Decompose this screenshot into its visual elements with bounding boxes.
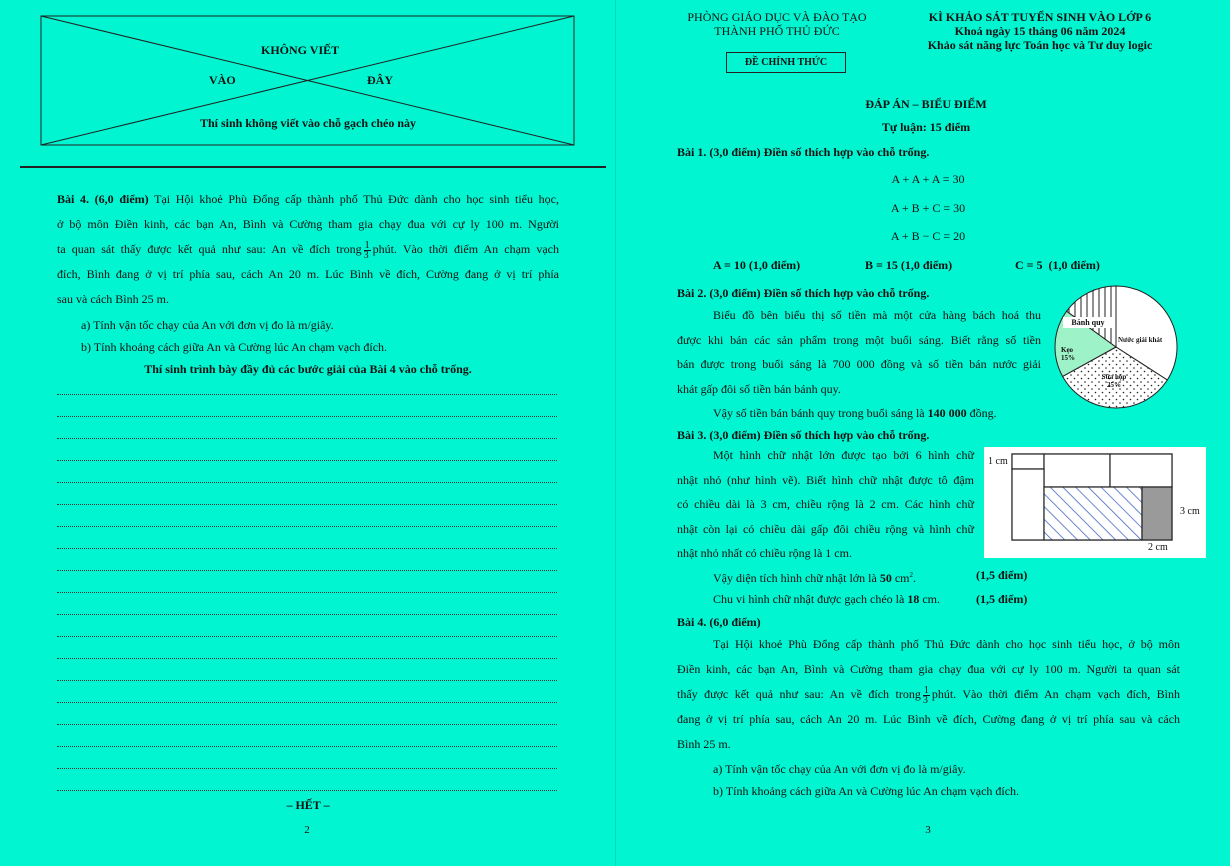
- fig-label-3cm: 3 cm: [1180, 506, 1200, 517]
- b1-eq3: A + B − C = 20: [890, 229, 966, 243]
- essay-label: Tự luận: 15 điểm: [881, 120, 971, 134]
- answer-line[interactable]: [57, 702, 557, 703]
- b1-eq2: A + B + C = 30: [890, 201, 966, 215]
- answer-line[interactable]: [57, 614, 557, 615]
- answer-line[interactable]: [57, 460, 557, 461]
- b3-perimeter-points: (1,5 điểm): [976, 592, 1028, 606]
- pie-label-keo: Kẹo 15%: [1061, 346, 1075, 362]
- answer-line[interactable]: [57, 438, 557, 439]
- answer-title: ĐÁP ÁN – BIỂU ĐIỂM: [865, 97, 987, 111]
- b3-area-points: (1,5 điểm): [976, 568, 1028, 582]
- q4-part-b: b) Tính khoảng cách giữa An và Cường lúc An chạm vạch đích.: [81, 340, 388, 354]
- right-page: [616, 0, 1230, 866]
- box-word-right: ĐÂY: [367, 73, 393, 87]
- b4-text: Tại Hội khoẻ Phù Đổng cấp thành phố Thủ Đức dành cho học sinh tiểu học, ở bộ môn Điền kinh, các bạn An, Bình và Cường tham gia chạy đua với cự ly 100 m. Người ta quan sát thấy được kết quả như sau: An về đích trong $\frac{1}{3}$ phút. Vào thời điểm An chạm vạch đích, Bình đang ở vị trí phía sau, cách An 20 m. Lúc Bình về đích, Cường đang ở vị trí phía sau và cách Bình 25 m.: [677, 637, 1180, 751]
- answer-line[interactable]: [57, 746, 557, 747]
- pie-label-banh-quy: Bánh quy: [1063, 317, 1113, 328]
- b2-title: Bài 2. (3,0 điểm) Điền số thích hợp vào chỗ trống.: [677, 286, 930, 300]
- q4-line1: Tại Hội khoẻ Phù Đổng cấp thành phố Thủ Đức dành cho học sinh tiểu học,: [154, 192, 559, 206]
- answer-line[interactable]: [57, 570, 557, 571]
- q4-instruction: Thí sinh trình bày đầy đủ các bước giải của Bài 4 vào chỗ trống.: [144, 362, 472, 376]
- fraction-one-third: $\frac{1}{3}$: [363, 239, 370, 261]
- q4-part-a: a) Tính vận tốc chạy của An với đơn vị đo là m/giây.: [81, 318, 334, 332]
- q4-line5: sau và cách Bình 25 m.: [57, 291, 169, 306]
- b3-rectangle-figure: [984, 447, 1206, 558]
- box-word-left: VÀO: [209, 73, 236, 87]
- fraction-one-third: $\frac{1}{3}$: [922, 684, 929, 706]
- fig-label-2cm: 2 cm: [1148, 542, 1168, 553]
- q4-title: Bài 4. (6,0 điểm): [57, 192, 149, 206]
- box-note: Thí sinh không viết vào chỗ gạch chéo này: [199, 116, 417, 130]
- page-number: 3: [925, 824, 931, 836]
- answer-line[interactable]: [57, 636, 557, 637]
- answer-line[interactable]: [57, 680, 557, 681]
- b1-title: Bài 1. (3,0 điểm) Điền số thích hợp vào chỗ trống.: [677, 145, 930, 159]
- answer-line[interactable]: [57, 416, 557, 417]
- official-badge: ĐỀ CHÍNH THỨC: [726, 52, 846, 73]
- b1-answer-b: B = 15 (1,0 điểm): [865, 258, 953, 272]
- b4-part-a: a) Tính vận tốc chạy của An với đơn vị đo là m/giây.: [713, 762, 966, 776]
- page-number: 2: [304, 824, 310, 836]
- pie-label-sua: Sữa hộp 25%: [1101, 373, 1127, 389]
- answer-line[interactable]: [57, 394, 557, 395]
- answer-line[interactable]: [57, 548, 557, 549]
- header-rule: [20, 166, 606, 168]
- b2-answer: 140 000: [927, 406, 967, 420]
- b2-text: Biểu đồ bên biểu thị số tiền mà một cửa hàng bách hoá thu được khi bán các sản phẩm trong một buổi sáng. Biết rằng số tiền bán được trong buổi sáng là 700 000 đồng và số tiền bán nước giải khát gấp đôi số tiền bán bánh quy. Vậy số tiền bán bánh quy trong buổi sáng là 140 000 đồng.: [677, 308, 1041, 420]
- answer-line[interactable]: [57, 724, 557, 725]
- box-line1: KHÔNG VIẾT: [261, 43, 340, 57]
- answer-line[interactable]: [57, 482, 557, 483]
- b1-eq1: A + A + A = 30: [891, 172, 965, 186]
- header-department: PHÒNG GIÁO DỤC VÀ ĐÀO TẠO THÀNH PHỐ THỦ ĐỨC: [687, 10, 867, 38]
- pie-label-nuoc: Nước giải khát: [1118, 336, 1163, 344]
- q4-line4: đích, Bình đang ở vị trí phía sau, cách An 20 m. Lúc Bình về đích, Cường đang ở vị trí phía: [57, 267, 559, 281]
- b2-pie-chart: [1048, 282, 1228, 422]
- end-mark: – HẾT –: [286, 798, 330, 812]
- answer-line[interactable]: [57, 768, 557, 769]
- b1-answer-a: A = 10 (1,0 điểm): [713, 258, 801, 272]
- b4-part-b: b) Tính khoảng cách giữa An và Cường lúc An chạm vạch đích.: [713, 784, 1020, 798]
- b1-answer-c: C = 5 (1,0 điểm): [1015, 258, 1100, 272]
- q4-line3: ta quan sát thấy được kết quả như sau: An về đích trong $\frac{1}{3}$ phút. Vào thời điểm An chạm vạch: [57, 239, 559, 261]
- b4-title: Bài 4. (6,0 điểm): [677, 615, 761, 629]
- b3-title: Bài 3. (3,0 điểm) Điền số thích hợp vào chỗ trống.: [677, 428, 930, 442]
- answer-line[interactable]: [57, 526, 557, 527]
- fig-label-1cm: 1 cm: [988, 456, 1008, 467]
- b3-text: Một hình chữ nhật lớn được tạo bởi 6 hình chữ nhật nhỏ (như hình vẽ). Biết hình chữ nhật được tô đậm có chiều dài là 3 cm, chiều rộng là 2 cm. Các hình chữ nhật còn lại có chiều dài gấp đôi chiều rộng và hình chữ nhật nhỏ nhất có chiều rộng là 1 cm.: [677, 448, 974, 560]
- answer-line[interactable]: [57, 790, 557, 791]
- b3-area-answer: Vậy diện tích hình chữ nhật lớn là 50 $cm^2$.: [713, 571, 916, 585]
- answer-line[interactable]: [57, 658, 557, 659]
- b3-perimeter-answer: Chu vi hình chữ nhật được gạch chéo là 18 cm.: [713, 592, 940, 606]
- q4-text: [57, 187, 559, 311]
- header-exam: KÌ KHẢO SÁT TUYỂN SINH VÀO LỚP 6 Khoá ngày 15 tháng 06 năm 2024 Khảo sát năng lực Toán học và Tư duy logic: [927, 10, 1153, 52]
- q4-line2: ở bộ môn Điền kinh, các bạn An, Bình và Cường tham gia chạy đua với cự ly 100 m. Người: [57, 216, 559, 231]
- answer-line[interactable]: [57, 504, 557, 505]
- answer-line[interactable]: [57, 592, 557, 593]
